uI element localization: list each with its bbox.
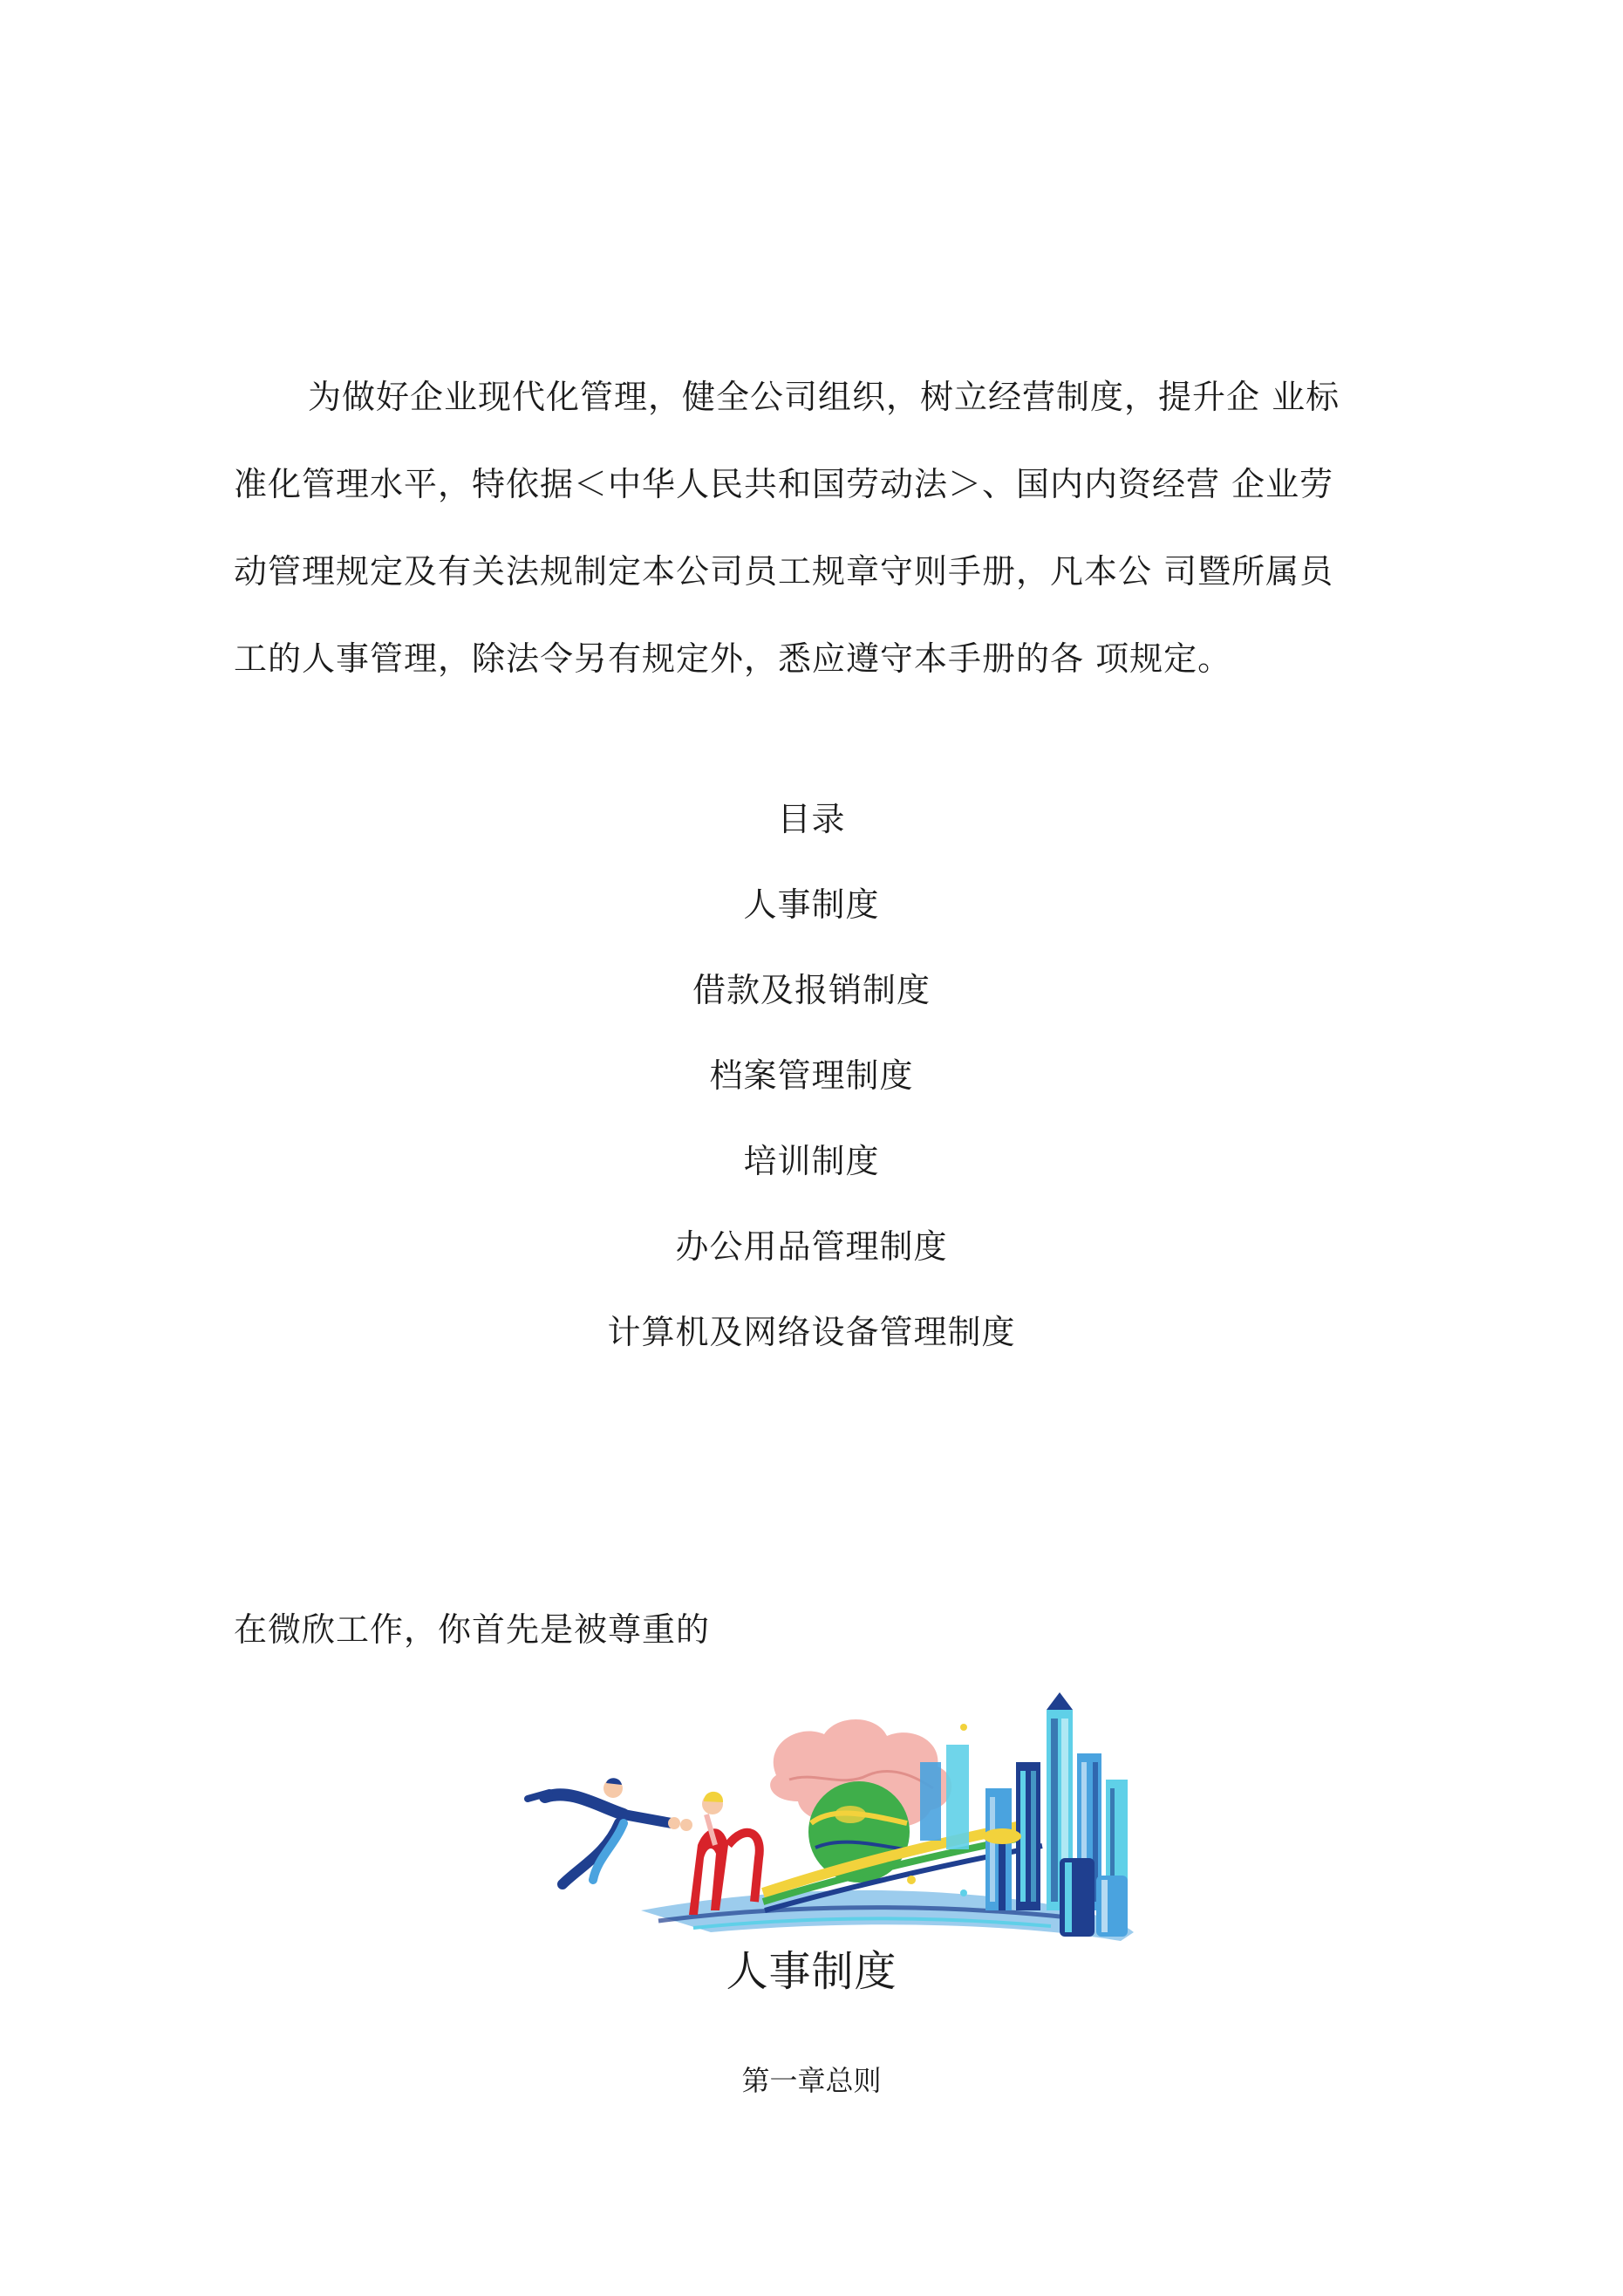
toc-item-computer-network[interactable]: 计算机及网络设备管理制度 — [607, 1313, 1016, 1351]
intro-line: 工的人事管理，除法令另有规定外，悉应遵守本手册的各 项规定。 — [234, 639, 1232, 678]
slogan-text: 在微欣工作，你首先是被尊重的 — [234, 1610, 711, 1649]
table-of-contents — [0, 776, 1623, 1375]
toc-item-loan-reimbursement[interactable]: 借款及报销制度 — [692, 971, 931, 1009]
intro-line: 准化管理水平，特依据＜中华人民共和国劳动法＞、国内内资经营 企业劳 — [234, 465, 1334, 503]
toc-item-training[interactable]: 培训制度 — [743, 1142, 880, 1180]
toc-item-personnel[interactable]: 人事制度 — [743, 885, 880, 924]
intro-line: 动管理规定及有关法规制定本公司员工规章守则手册，凡本公 司暨所属员 — [234, 552, 1334, 591]
intro-paragraph — [234, 353, 1402, 702]
chapter-title: 第一章总则 — [741, 2064, 882, 2097]
toc-title: 目录 — [777, 800, 846, 838]
intro-line: 为做好企业现代化管理，健全公司组织，树立经营制度，提升企 业标 — [308, 378, 1340, 416]
toc-item-office-supplies[interactable]: 办公用品管理制度 — [675, 1227, 948, 1266]
section-title: 人事制度 — [726, 1947, 897, 1996]
toc-item-archive-management[interactable]: 档案管理制度 — [709, 1056, 914, 1095]
city-handshake-illustration — [510, 1692, 1138, 1954]
